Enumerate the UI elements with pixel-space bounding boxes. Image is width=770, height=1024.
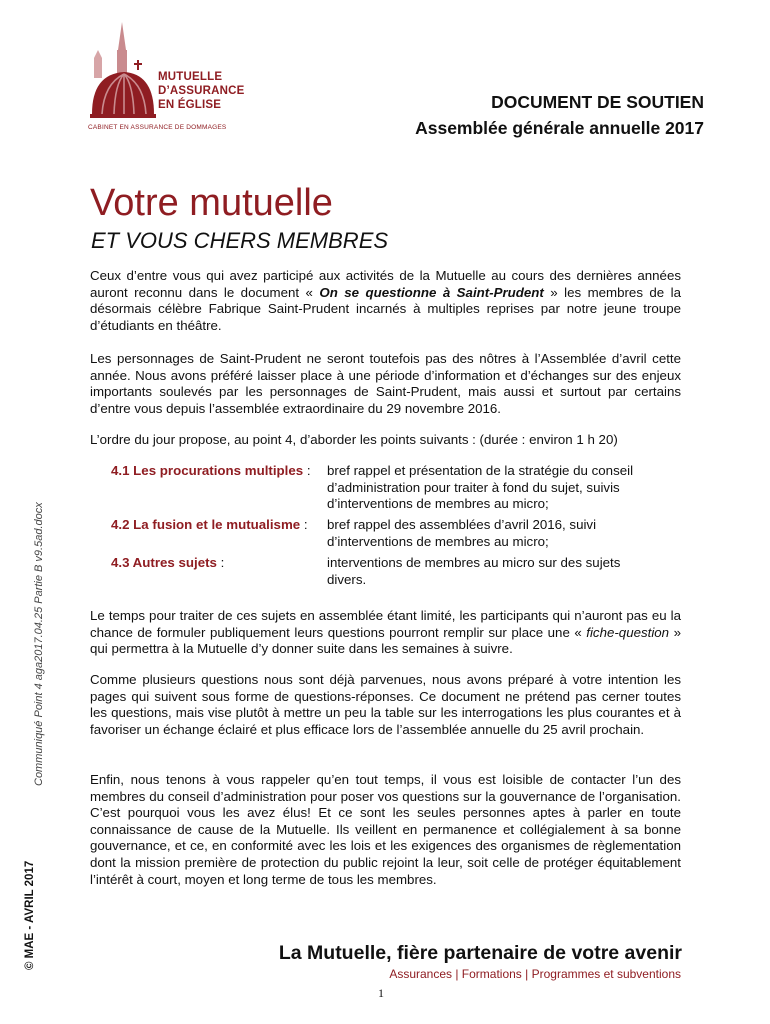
page-headline: Votre mutuelle (90, 182, 333, 224)
agenda-item-title: 4.1 Les procurations multiples (111, 463, 304, 478)
footer-links: Assurances | Formations | Programmes et subventions (389, 967, 681, 981)
paragraph-intro-after: » les membres de la désormais célèbre Fabrique Saint-Prudent incarnés à multiples reprises par notre jeune troupe d’étudiants en théâtre. (90, 284, 681, 333)
logo (88, 22, 248, 132)
church-dome-icon (88, 22, 158, 124)
footer-slogan: La Mutuelle, fière partenaire de votre avenir (278, 942, 682, 964)
document-title: DOCUMENT DE SOUTIEN (491, 92, 704, 112)
agenda-item-title: 4.3 Autres sujets (111, 555, 217, 570)
logo-line-1: MUTUELLE (158, 71, 223, 83)
sidebar-filename: Communiqué Point 4 aga2017.04.25 Partie B v9.5ad.docx (33, 502, 45, 786)
paragraph-intro (90, 268, 681, 334)
logo-wordmark (158, 70, 245, 112)
agenda-item-label (111, 463, 311, 480)
paragraph-time-limit-before: Le temps pour traiter de ces sujets en assemblée étant limité, les participants qui n’auront pas eu la chance de formuler publiquement leurs questions pourront remplir sur place une « (90, 608, 681, 640)
agenda-item-title: 4.2 La fusion et le mutualisme (111, 517, 301, 532)
paragraph-agenda-intro: L’ordre du jour propose, au point 4, d’aborder les points suivants : (durée : environ 1 h 20) (90, 432, 618, 447)
agenda-item-label (111, 555, 224, 572)
agenda-item-separator: : (300, 517, 308, 532)
agenda-item-label (111, 517, 308, 534)
agenda-item-description: interventions de membres au micro sur des sujets divers. (327, 555, 621, 587)
paragraph-time-limit-after: » qui permettra à la Mutuelle d’y donner suite dans les semaines à suivre. (90, 624, 681, 657)
agenda-item-separator: : (216, 555, 225, 570)
paragraph-contact: Enfin, nous tenons à vous rappeler qu’en tout temps, il vous est loisible de contacter l’un des membres du conseil d’administration pour poser vos questions sur la gouvernance de l’organisation. C’est pourquoi vous les avez élus! Et ce sont les seules personnes aptes à parler en toute connaissance de cause de la Mutuelle. Ils veillent en permanence et collégialement à sa bonne gouvernance, et ce, en conformité avec les lois et les exigences des organismes de règlementation dont la mission première de protection du public rejoint la leur, soit celle de protéger équitablement l’intérêt à court, moyen et long terme de tous les membres. (90, 772, 681, 887)
paragraph-time-limit (90, 608, 681, 658)
page-subheadline: ET VOUS CHERS MEMBRES (91, 228, 389, 253)
paragraph-characters: Les personnages de Saint-Prudent ne seront toutefois pas des nôtres à l’Assemblée d’avril cette année. Nous avons préféré laisser place à une période d’information et d’échanges sur des enjeux importants soulevés par les personnages de Saint-Prudent, mais aussi et surtout par certains d’entre vous depuis l’assemblée extraordinaire du 29 novembre 2016. (90, 351, 681, 416)
paragraph-intro-before: Ceux d’entre vous qui avez participé aux activités de la Mutuelle au cours des dernières années auront reconnu dans le document « (90, 268, 681, 300)
agenda-item-separator: : (303, 463, 311, 478)
sidebar-copyright: © MAE - AVRIL 2017 (24, 860, 36, 970)
agenda-item-description: bref rappel et présentation de la stratégie du conseil d’administration pour traiter à fond du sujet, suivis d’interventions de membres au micro; (327, 463, 634, 512)
fiche-question-term: fiche-question (586, 624, 670, 640)
document-reference: On se questionne à Saint-Prudent (319, 284, 544, 300)
logo-line-3: EN ÉGLISE (158, 99, 222, 111)
logo-line-2: D’ASSURANCE (158, 85, 245, 97)
agenda-item-description: bref rappel des assemblées d’avril 2016, suivi d’interventions de membres au micro; (327, 517, 597, 549)
document-subtitle: Assemblée générale annuelle 2017 (415, 118, 704, 138)
paragraph-questions: Comme plusieurs questions nous sont déjà parvenues, nous avons préparé à votre intention les pages qui suivent sous forme de questions-réponses. Ce document ne prétend pas cerner toutes les questions, mais vise plutôt à mettre un peu la table sur les interrogations les plus courantes et à favoriser un échange éclairé et plus efficace lors de l’assemblée annuelle du 25 avril prochain. (90, 672, 681, 737)
page-number: 1 (378, 986, 384, 1000)
logo-tagline: CABINET EN ASSURANCE DE DOMMAGES (88, 124, 227, 131)
